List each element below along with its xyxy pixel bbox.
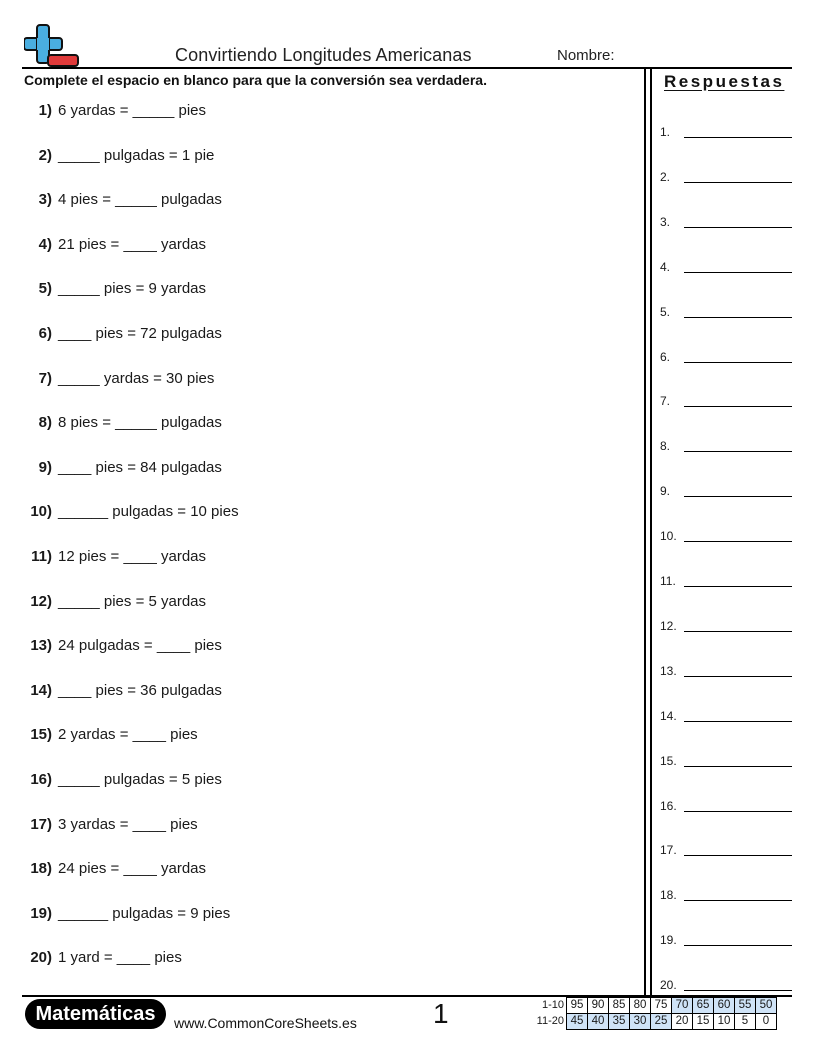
problem-number: 5) (38, 280, 52, 298)
answer-line[interactable] (684, 721, 792, 722)
problem-item (24, 681, 624, 701)
answer-number: 16. (660, 798, 677, 813)
score-cell: 35 (609, 1014, 630, 1030)
answer-number: 19. (660, 933, 677, 948)
answer-line[interactable] (684, 406, 792, 407)
problem-number: 4) (38, 235, 52, 253)
answer-line[interactable] (684, 855, 792, 856)
problem-text: 6 yardas = _____ pies (58, 102, 207, 119)
problem-number: 2) (38, 146, 52, 164)
score-cell: 80 (630, 998, 651, 1014)
answer-number: 7. (660, 394, 671, 409)
column-divider (644, 68, 646, 996)
answer-number: 12. (660, 618, 677, 633)
answer-number: 14. (660, 708, 677, 723)
problem-item (24, 101, 624, 121)
problem-number: 7) (38, 369, 52, 387)
answer-line[interactable] (684, 766, 792, 767)
answer-line[interactable] (684, 496, 792, 497)
score-cell: 95 (567, 998, 588, 1014)
problem-number: 20) (30, 949, 52, 967)
answer-slot[interactable] (660, 927, 792, 947)
problem-text: 21 pies = ____ yardas (58, 235, 207, 253)
answer-number: 11. (660, 574, 676, 588)
score-cell: 45 (567, 1014, 588, 1030)
answer-slot[interactable] (660, 748, 792, 768)
score-cell: 50 (756, 998, 777, 1014)
problem-item (24, 859, 624, 879)
score-range-labels (526, 997, 564, 1029)
answer-number: 2. (660, 169, 671, 184)
answer-line[interactable] (684, 900, 792, 901)
answer-line[interactable] (684, 811, 792, 812)
score-label-1-10: 1-10 (541, 999, 564, 1011)
answer-line[interactable] (684, 945, 792, 946)
answer-number: 8. (660, 439, 671, 454)
score-cell: 70 (672, 998, 693, 1014)
column-divider (650, 68, 652, 996)
score-cell: 40 (588, 1014, 609, 1030)
problem-number: 18) (30, 860, 52, 878)
answer-slot[interactable] (660, 388, 792, 408)
problem-text: _____ pies = 5 yardas (58, 592, 207, 610)
answer-slot[interactable] (660, 478, 792, 498)
instructions: Complete el espacio en blanco para que la conversión sea verdadera. (24, 72, 487, 88)
problem-item (24, 324, 624, 344)
answer-line[interactable] (684, 272, 792, 273)
problem-item (24, 815, 624, 835)
problem-number: 19) (30, 904, 52, 922)
problem-item (24, 279, 624, 299)
score-cell: 30 (630, 1014, 651, 1030)
answer-number: 4. (660, 259, 671, 274)
answer-number: 17. (660, 843, 677, 858)
problem-text: 2 yardas = ____ pies (58, 726, 198, 744)
problem-item (24, 369, 624, 389)
answer-slot[interactable] (660, 703, 792, 723)
answer-slot[interactable] (660, 793, 792, 813)
problem-item (24, 725, 624, 745)
problem-text: 4 pies = _____ pulgadas (58, 191, 222, 209)
answer-slot[interactable] (660, 568, 792, 588)
problem-text: ____ pies = 72 pulgadas (58, 325, 222, 342)
score-cell: 10 (714, 1014, 735, 1030)
page-number: 1 (433, 998, 449, 1029)
worksheet-title: Convirtiendo Longitudes Americanas (175, 45, 472, 65)
problem-text: ____ pies = 84 pulgadas (58, 458, 222, 476)
problem-number: 13) (30, 637, 52, 655)
answer-slot[interactable] (660, 344, 792, 364)
problem-item (24, 904, 624, 924)
answer-line[interactable] (684, 676, 792, 677)
problem-item (24, 592, 624, 612)
answers-title: Respuestas (664, 72, 785, 91)
score-cell: 90 (588, 998, 609, 1014)
answer-slot[interactable] (660, 433, 792, 453)
score-table (566, 997, 777, 1030)
answer-line[interactable] (684, 586, 792, 587)
score-cell: 5 (735, 1014, 756, 1030)
answer-slot[interactable] (660, 119, 792, 139)
answer-slot[interactable] (660, 299, 792, 319)
problem-item (24, 770, 624, 790)
answer-number: 15. (660, 753, 677, 768)
problem-number: 17) (30, 815, 52, 833)
problem-text: ______ pulgadas = 10 pies (58, 503, 239, 521)
answer-line[interactable] (684, 451, 792, 452)
answer-slot[interactable] (660, 209, 792, 229)
score-cell: 60 (714, 998, 735, 1014)
site-url: www.CommonCoreSheets.es (174, 1015, 357, 1031)
answer-line[interactable] (684, 227, 792, 228)
answer-line[interactable] (684, 631, 792, 632)
problem-number: 12) (30, 592, 52, 610)
score-cell: 85 (609, 998, 630, 1014)
header-rule (22, 67, 792, 69)
problem-text: 8 pies = _____ pulgadas (58, 414, 222, 432)
answer-line[interactable] (684, 317, 792, 318)
score-cell: 20 (672, 1014, 693, 1030)
problem-item (24, 636, 624, 656)
problem-text: ____ pies = 36 pulgadas (58, 681, 222, 699)
problem-item (24, 190, 624, 210)
problem-number: 11) (31, 548, 52, 565)
answer-number: 20. (660, 978, 677, 993)
answer-slot[interactable] (660, 882, 792, 902)
problem-text: 3 yardas = ____ pies (58, 815, 198, 833)
answer-number: 3. (660, 214, 671, 229)
answer-line[interactable] (684, 362, 792, 363)
problem-item (24, 948, 624, 968)
score-cell: 75 (651, 998, 672, 1014)
problem-item (24, 458, 624, 478)
answer-slot[interactable] (660, 613, 792, 633)
problem-number: 8) (38, 414, 52, 432)
problem-item (24, 547, 624, 567)
score-cell: 65 (693, 998, 714, 1014)
score-cell: 15 (693, 1014, 714, 1030)
problem-number: 16) (30, 771, 52, 788)
score-cell: 55 (735, 998, 756, 1014)
problem-number: 14) (30, 681, 52, 699)
problem-text: 24 pies = ____ yardas (58, 860, 207, 878)
answer-slot[interactable] (660, 164, 792, 184)
answer-number: 9. (660, 484, 671, 499)
answer-slot[interactable] (660, 658, 792, 678)
score-cell: 0 (756, 1014, 777, 1030)
brand-badge: Matemáticas (25, 999, 166, 1029)
score-label-11-20: 11-20 (536, 1015, 564, 1027)
problem-number: 6) (38, 325, 52, 342)
answer-slot[interactable] (660, 254, 792, 274)
problem-item (24, 502, 624, 522)
problem-text: 1 yard = ____ pies (58, 949, 182, 967)
problem-text: _____ pies = 9 yardas (58, 280, 207, 298)
problem-text: 24 pulgadas = ____ pies (58, 637, 222, 655)
problem-text: _____ pulgadas = 5 pies (58, 771, 222, 788)
problem-text: ______ pulgadas = 9 pies (58, 904, 231, 922)
problem-number: 9) (38, 458, 52, 476)
answer-number: 13. (660, 663, 677, 678)
answer-number: 10. (660, 529, 677, 544)
answer-line[interactable] (684, 182, 792, 183)
score-row-1-10 (567, 998, 777, 1014)
problem-number: 1) (38, 102, 52, 119)
answer-slot[interactable] (660, 837, 792, 857)
answer-number: 5. (660, 304, 671, 319)
problem-text: _____ pulgadas = 1 pie (58, 146, 215, 164)
answer-slot[interactable] (660, 972, 792, 992)
problem-text: 12 pies = ____ yardas (58, 548, 207, 565)
answer-line[interactable] (684, 137, 792, 138)
answer-number: 18. (660, 888, 677, 903)
answer-number: 6. (660, 349, 671, 364)
answer-line[interactable] (684, 990, 792, 991)
answer-line[interactable] (684, 541, 792, 542)
problem-item (24, 413, 624, 433)
score-cell: 25 (651, 1014, 672, 1030)
problem-number: 3) (38, 191, 52, 209)
problem-text: _____ yardas = 30 pies (58, 369, 215, 387)
plus-minus-logo-icon (24, 24, 80, 68)
answer-number: 1. (660, 125, 671, 139)
problem-item (24, 146, 624, 166)
problem-item (24, 235, 624, 255)
problem-number: 10) (30, 503, 52, 521)
score-row-11-20 (567, 1014, 777, 1030)
problem-number: 15) (30, 726, 52, 744)
name-label: Nombre: (557, 47, 615, 64)
answer-slot[interactable] (660, 523, 792, 543)
